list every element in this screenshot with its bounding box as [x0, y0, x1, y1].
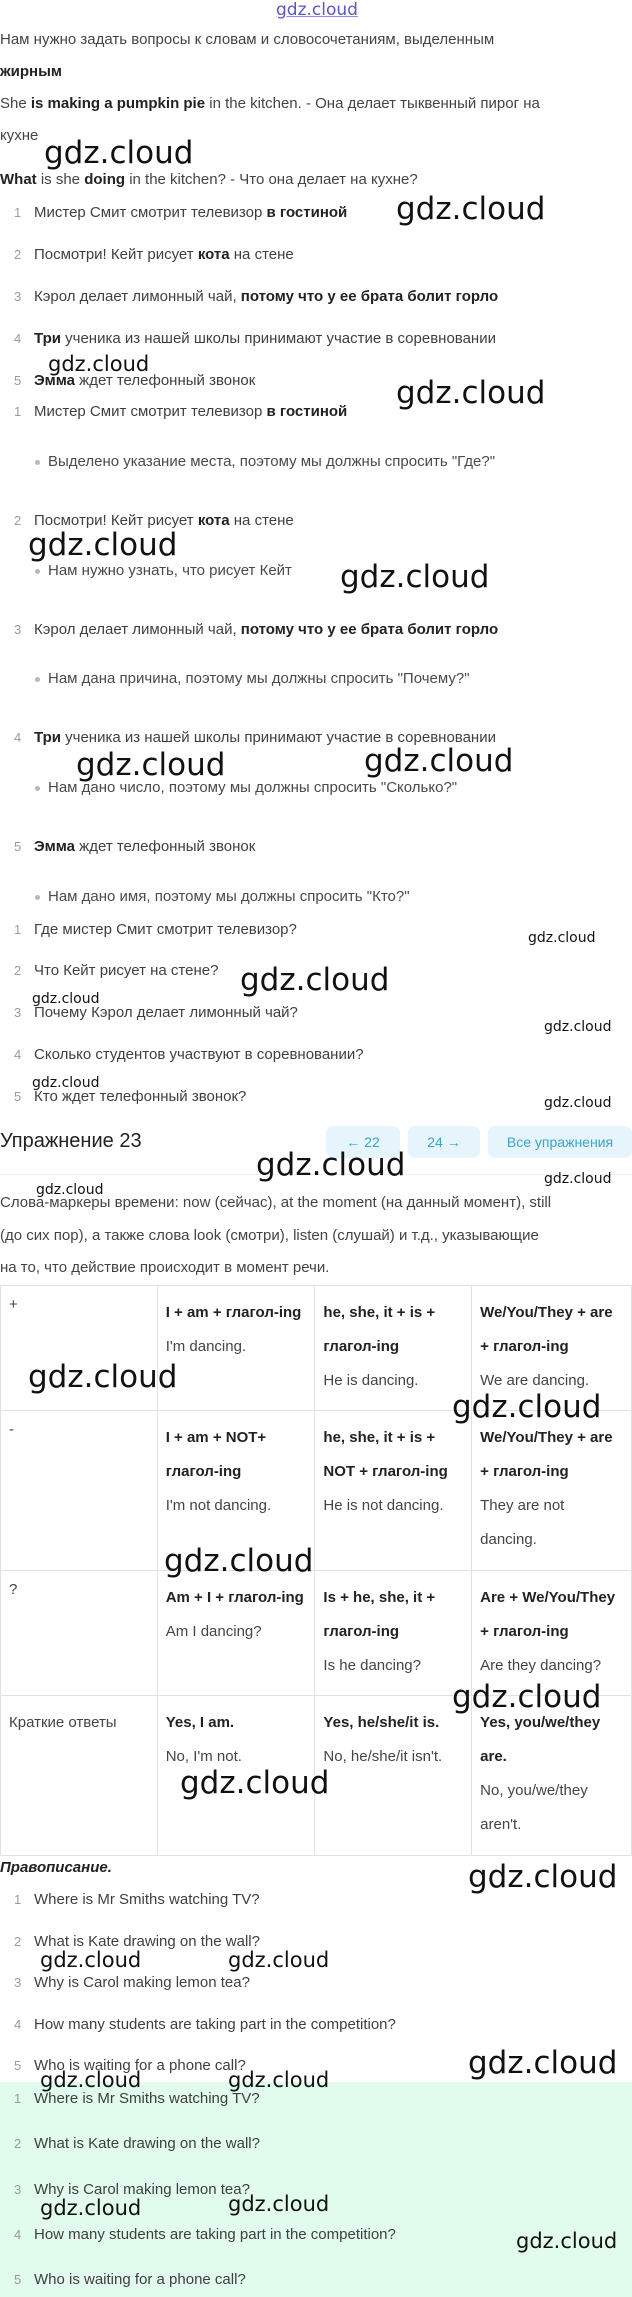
list-item	[14, 837, 624, 857]
item-number: 5	[14, 1089, 22, 1104]
watermark: gdz.cloud	[228, 2192, 330, 2216]
text: Кэрол делает лимонный чай,	[34, 288, 241, 305]
watermark: gdz.cloud	[180, 1765, 330, 1801]
text: Кэрол делает лимонный чай,	[34, 621, 241, 638]
watermark: gdz.cloud	[240, 962, 390, 998]
answer-item	[14, 2134, 624, 2154]
example: He is not dancing.	[323, 1497, 444, 1514]
item-number: 4	[14, 1047, 22, 1062]
item-number: 3	[14, 1005, 22, 1020]
watermark: gdz.cloud	[340, 559, 490, 595]
text: Где мистер Смит смотрит телевизор?	[34, 921, 297, 938]
watermark: gdz.cloud	[228, 1948, 330, 1972]
text: ученика из нашей школы принимают участие в соревновании	[60, 330, 496, 347]
item-number: 4	[14, 730, 22, 745]
item-number: 2	[14, 1934, 22, 1949]
watermark: gdz.cloud	[256, 1147, 406, 1183]
table-cell	[315, 1571, 472, 1696]
row-label: Краткие ответы	[1, 1696, 158, 1856]
text: in the kitchen. - Она делает тыквенный пирог на	[205, 95, 540, 112]
watermark: gdz.cloud	[468, 1859, 618, 1895]
explanation-note: Нам дано число, поэтому мы должны спросить "Сколько?"	[48, 778, 618, 798]
text: на стене	[229, 512, 294, 529]
example: Is he dancing?	[323, 1657, 421, 1674]
text: Where is Mr Smiths watching TV?	[34, 2090, 260, 2107]
row-label: +	[1, 1286, 158, 1411]
item-number: 3	[14, 1975, 22, 1990]
list-item	[14, 1087, 624, 1107]
formula: I + am + NOT+ глагол-ing	[165, 1429, 267, 1480]
example: Are they dancing?	[480, 1657, 602, 1674]
text: Сколько студентов участвуют в соревновании?	[34, 1046, 364, 1063]
bold-text: Эмма	[34, 372, 76, 389]
watermark: gdz.cloud	[32, 991, 100, 1007]
item-number: 4	[14, 331, 22, 346]
bold-text: кота	[197, 512, 230, 529]
next-exercise-button[interactable]: 24 →	[408, 1126, 480, 1158]
text: What is Kate drawing on the wall?	[34, 1933, 260, 1950]
watermark: gdz.cloud	[40, 2068, 142, 2092]
text: is she	[36, 171, 85, 188]
watermark: gdz.cloud	[452, 1389, 602, 1425]
list-item	[14, 287, 624, 307]
intro-bold-word	[0, 62, 632, 82]
bold-text: в гостиной	[266, 204, 348, 221]
watermark: gdz.cloud	[28, 1359, 178, 1395]
example: No, I'm not.	[165, 1748, 242, 1765]
item-number: 2	[14, 2136, 22, 2151]
watermark: gdz.cloud	[40, 2196, 142, 2220]
watermark: gdz.cloud	[164, 1543, 314, 1579]
item-number: 1	[14, 205, 22, 220]
bold-text: потому что у ее брата болит горло	[240, 288, 499, 305]
text: на стене	[229, 246, 294, 263]
table-cell	[315, 1286, 472, 1411]
watermark: gdz.cloud	[40, 1948, 142, 1972]
table-cell	[472, 1696, 632, 1856]
table-cell	[472, 1411, 632, 1571]
markers-text: Слова-маркеры времени: now (сейчас), at the moment (на данный момент), still	[0, 1194, 552, 1211]
watermark: gdz.cloud	[516, 2229, 618, 2253]
watermark: gdz.cloud	[468, 2045, 618, 2081]
item-number: 1	[14, 922, 22, 937]
watermark: gdz.cloud	[544, 1095, 612, 1111]
site-logo[interactable]: gdz.cloud	[276, 0, 358, 20]
item-number: 1	[14, 2091, 22, 2106]
prev-exercise-button[interactable]: ← 22	[326, 1126, 400, 1158]
item-number: 1	[14, 404, 22, 419]
watermark: gdz.cloud	[28, 527, 178, 563]
text: Что Кейт рисует на стене?	[34, 962, 219, 979]
example: He is dancing.	[323, 1372, 419, 1389]
bold-text: What	[0, 171, 37, 188]
text: How many students are taking part in the competition?	[34, 2226, 396, 2243]
item-number: 3	[14, 2182, 22, 2197]
exercise-title: Упражнение 23	[0, 1130, 142, 1152]
answer-item	[14, 2270, 624, 2290]
text: She	[0, 95, 31, 112]
table-cell	[315, 1411, 472, 1571]
watermark: gdz.cloud	[396, 375, 546, 411]
formula: We/You/They + are + глагол-ing	[480, 1429, 613, 1480]
explanation-note: Выделено указание места, поэтому мы должны спросить "Где?"	[48, 452, 618, 472]
text: ученика из нашей школы принимают участие в соревновании	[60, 729, 496, 746]
text: Why is Carol making lemon tea?	[34, 2181, 250, 2198]
text: Why is Carol making lemon tea?	[34, 1974, 250, 1991]
text: Посмотри! Кейт рисует	[34, 246, 198, 263]
formula: Yes, I am.	[165, 1714, 235, 1731]
table-row	[1, 1571, 632, 1696]
list-item	[14, 329, 624, 349]
example: Am I dancing?	[165, 1623, 262, 1640]
explanation-note: Нам дано имя, поэтому мы должны спросить "Кто?"	[48, 887, 618, 907]
watermark: gdz.cloud	[396, 191, 546, 227]
list-item	[14, 1003, 624, 1023]
example: We are dancing.	[480, 1372, 590, 1389]
explanation-note: Нам дана причина, поэтому мы должны спросить "Почему?"	[48, 669, 618, 689]
bold-text: жирным	[0, 63, 62, 80]
bold-text: Три	[34, 330, 61, 347]
watermark: gdz.cloud	[228, 2068, 330, 2092]
text: in the kitchen? - Что она делает на кухне?	[125, 171, 418, 188]
list-item	[14, 2015, 624, 2035]
row-label: ?	[1, 1571, 158, 1696]
watermark: gdz.cloud	[48, 352, 150, 376]
table-cell	[472, 1571, 632, 1696]
example: No, you/we/they aren't.	[480, 1782, 588, 1833]
text: Who is waiting for a phone call?	[34, 2057, 246, 2074]
formula: he, she, it + is + NOT + глагол-ing	[323, 1429, 448, 1480]
formula: he, she, it + is + глагол-ing	[323, 1304, 436, 1355]
example-question	[0, 170, 632, 190]
bold-text: doing	[84, 171, 126, 188]
answer-item	[14, 2089, 624, 2109]
text: ждет телефонный звонок	[75, 838, 256, 855]
text: Кто ждет телефонный звонок?	[34, 1088, 247, 1105]
item-number: 5	[14, 2058, 22, 2073]
text: Посмотри! Кейт рисует	[34, 512, 198, 529]
formula: Are + We/You/They + глагол-ing	[480, 1589, 616, 1640]
text: Мистер Смит смотрит телевизор	[34, 204, 267, 221]
example: No, he/she/it isn't.	[323, 1748, 443, 1765]
formula: Is + he, she, it + глагол-ing	[323, 1589, 436, 1640]
markers-text: на то, что действие происходит в момент речи.	[0, 1259, 330, 1276]
intro-line: Нам нужно задать вопросы к словам и словосочетаниям, выделенным	[0, 31, 495, 48]
watermark: gdz.cloud	[44, 135, 194, 171]
text: What is Kate drawing on the wall?	[34, 2135, 260, 2152]
text: Мистер Смит смотрит телевизор	[34, 403, 267, 420]
item-number: 2	[14, 963, 22, 978]
table-cell	[157, 1286, 315, 1411]
example: I'm dancing.	[165, 1338, 247, 1355]
watermark: gdz.cloud	[32, 1075, 100, 1091]
item-number: 5	[14, 2272, 22, 2287]
watermark: gdz.cloud	[76, 747, 226, 783]
watermark: gdz.cloud	[544, 1019, 612, 1035]
bold-text: кота	[197, 246, 230, 263]
formula: We/You/They + are + глагол-ing	[480, 1304, 613, 1355]
item-number: 4	[14, 2227, 22, 2242]
bold-text: Три	[34, 729, 61, 746]
text: Почему Кэрол делает лимонный чай?	[34, 1004, 298, 1021]
explanation-note: Нам нужно узнать, что рисует Кейт	[48, 561, 618, 581]
list-item	[14, 1973, 624, 1993]
bold-text: в гостиной	[266, 403, 348, 420]
list-item	[14, 620, 624, 640]
example-sentence	[0, 94, 632, 114]
watermark: gdz.cloud	[364, 743, 514, 779]
markers-text: (до сих пор), а также слова look (смотри), listen (слушай) и т.д., указывающие	[0, 1227, 539, 1244]
all-exercises-button[interactable]: Все упражнения	[488, 1126, 632, 1158]
row-label: -	[1, 1411, 158, 1571]
list-item	[14, 1045, 624, 1065]
text: Where is Mr Smiths watching TV?	[34, 1891, 260, 1908]
formula: Am + I + глагол-ing	[165, 1589, 304, 1606]
watermark: gdz.cloud	[452, 1679, 602, 1715]
bold-text: Эмма	[34, 838, 76, 855]
watermark: gdz.cloud	[544, 1171, 612, 1187]
example: They are not dancing.	[480, 1497, 565, 1548]
text: How many students are taking part in the competition?	[34, 2016, 396, 2033]
text: ждет телефонный звонок	[75, 372, 256, 389]
example-sentence-end: кухне	[0, 127, 39, 144]
table-cell	[315, 1696, 472, 1856]
watermark: gdz.cloud	[36, 1182, 104, 1198]
item-number: 5	[14, 839, 22, 854]
bold-text: потому что у ее брата болит горло	[240, 621, 499, 638]
item-number: 5	[14, 373, 22, 388]
list-item	[14, 728, 624, 748]
watermark: gdz.cloud	[528, 930, 596, 946]
item-number: 4	[14, 2017, 22, 2032]
item-number: 3	[14, 289, 22, 304]
formula: Yes, he/she/it is.	[323, 1714, 440, 1731]
formula: I + am + глагол-ing	[165, 1304, 302, 1321]
item-number: 3	[14, 622, 22, 637]
bold-text: is making a pumpkin pie	[30, 95, 206, 112]
item-number: 1	[14, 1892, 22, 1907]
spelling-title: Правописание.	[0, 1859, 112, 1876]
example: I'm not dancing.	[165, 1497, 272, 1514]
table-cell	[157, 1571, 315, 1696]
text: Who is waiting for a phone call?	[34, 2271, 246, 2288]
item-number: 2	[14, 247, 22, 262]
item-number: 2	[14, 513, 22, 528]
formula: Yes, you/we/they are.	[480, 1714, 601, 1765]
list-item	[14, 245, 624, 265]
table-row	[1, 1411, 632, 1571]
